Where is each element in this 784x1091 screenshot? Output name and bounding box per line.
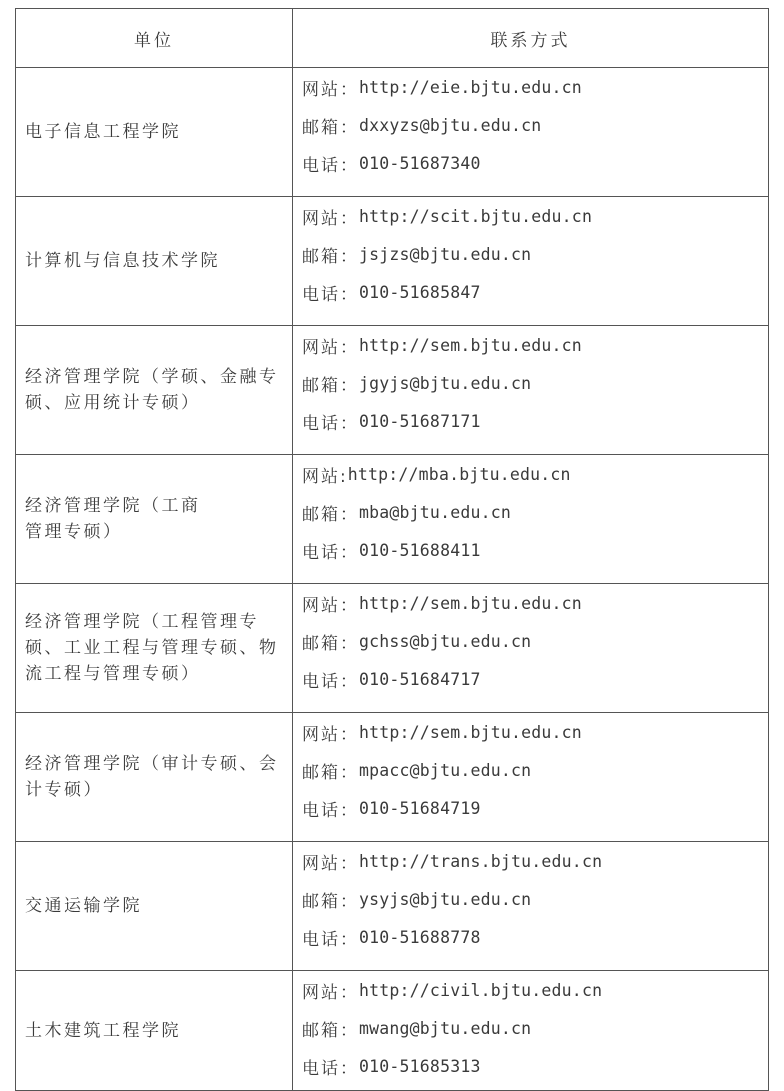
phone-line xyxy=(302,273,760,311)
email-link[interactable]: jgyjs@bjtu.edu.cn xyxy=(359,373,532,393)
phone-line xyxy=(302,789,760,827)
website-line xyxy=(302,713,760,751)
website-label: 网站: xyxy=(302,466,348,487)
unit-name: 经济管理学院（审计专硕、会 计专硕） xyxy=(25,754,279,800)
unit-name: 计算机与信息技术学院 xyxy=(25,251,220,271)
email-label: 邮箱： xyxy=(302,246,359,267)
website-line xyxy=(302,842,760,880)
website-line xyxy=(302,326,760,364)
unit-cell xyxy=(16,971,293,1091)
email-line xyxy=(302,364,760,402)
contact-cell xyxy=(293,842,769,971)
website-link[interactable]: http://sem.bjtu.edu.cn xyxy=(359,335,582,355)
phone-number: 010-51684717 xyxy=(359,669,481,689)
website-label: 网站： xyxy=(302,208,359,229)
phone-line xyxy=(302,918,760,956)
website-link[interactable]: http://civil.bjtu.edu.cn xyxy=(359,980,603,1000)
unit-name: 经济管理学院（工商 管理专硕） xyxy=(25,496,201,542)
table-row xyxy=(16,197,769,326)
email-line xyxy=(302,1009,760,1047)
website-line xyxy=(302,971,760,1009)
table-row xyxy=(16,68,769,197)
phone-label: 电话： xyxy=(302,413,359,434)
unit-name: 经济管理学院（工程管理专 硕、工业工程与管理专硕、物 流工程与管理专硕） xyxy=(25,612,279,684)
unit-name: 土木建筑工程学院 xyxy=(25,1020,181,1041)
unit-cell xyxy=(16,455,293,584)
email-link[interactable]: dxxyzs@bjtu.edu.cn xyxy=(359,115,542,135)
email-label: 邮箱： xyxy=(302,504,359,525)
email-link[interactable]: mba@bjtu.edu.cn xyxy=(359,502,512,522)
email-line xyxy=(302,880,760,918)
header-unit: 单位 xyxy=(16,9,293,68)
website-link[interactable]: http://eie.bjtu.edu.cn xyxy=(359,77,582,97)
website-line xyxy=(302,584,760,622)
phone-label: 电话： xyxy=(302,800,359,821)
contact-cell xyxy=(293,326,769,455)
website-label: 网站： xyxy=(302,982,359,1003)
phone-label: 电话： xyxy=(302,155,359,176)
contact-cell xyxy=(293,584,769,713)
email-link[interactable]: gchss@bjtu.edu.cn xyxy=(359,631,532,651)
email-label: 邮箱： xyxy=(302,1020,359,1041)
phone-line xyxy=(302,531,760,569)
unit-cell xyxy=(16,842,293,971)
email-line xyxy=(302,751,760,789)
website-line xyxy=(302,68,760,106)
email-label: 邮箱： xyxy=(302,375,359,396)
email-line xyxy=(302,106,760,144)
email-label: 邮箱： xyxy=(302,117,359,138)
phone-label: 电话： xyxy=(302,542,359,563)
table-row xyxy=(16,326,769,455)
table-row xyxy=(16,584,769,713)
contact-cell xyxy=(293,713,769,842)
website-label: 网站： xyxy=(302,337,359,358)
website-link[interactable]: http://sem.bjtu.edu.cn xyxy=(359,722,582,742)
unit-name: 交通运输学院 xyxy=(25,896,142,916)
phone-number: 010-51685847 xyxy=(359,282,481,302)
email-link[interactable]: jsjzs@bjtu.edu.cn xyxy=(359,244,532,264)
email-label: 邮箱： xyxy=(302,762,359,783)
phone-number: 010-51684719 xyxy=(359,798,481,818)
unit-cell xyxy=(16,713,293,842)
website-label: 网站： xyxy=(302,79,359,100)
table-row xyxy=(16,713,769,842)
contact-cell xyxy=(293,197,769,326)
website-link[interactable]: http://scit.bjtu.edu.cn xyxy=(359,206,593,226)
phone-label: 电话： xyxy=(302,1058,359,1079)
table-row xyxy=(16,455,769,584)
phone-number: 010-51685313 xyxy=(359,1056,481,1076)
contact-cell xyxy=(293,455,769,584)
table-header-row xyxy=(16,9,769,68)
phone-number: 010-51687340 xyxy=(359,153,481,173)
email-label: 邮箱： xyxy=(302,633,359,654)
email-link[interactable]: mpacc@bjtu.edu.cn xyxy=(359,760,532,780)
phone-number: 010-51688411 xyxy=(359,540,481,560)
phone-line xyxy=(302,144,760,182)
website-link[interactable]: http://mba.bjtu.edu.cn xyxy=(347,464,571,484)
email-line xyxy=(302,235,760,273)
unit-cell xyxy=(16,197,293,326)
phone-line xyxy=(302,402,760,440)
phone-line xyxy=(302,1047,760,1085)
email-link[interactable]: mwang@bjtu.edu.cn xyxy=(359,1018,532,1038)
website-label: 网站： xyxy=(302,595,359,616)
header-contact: 联系方式 xyxy=(293,9,769,68)
contact-cell xyxy=(293,68,769,197)
unit-cell xyxy=(16,326,293,455)
email-line xyxy=(302,493,760,531)
contact-table xyxy=(15,8,769,1091)
phone-number: 010-51687171 xyxy=(359,411,481,431)
phone-label: 电话： xyxy=(302,671,359,692)
website-line xyxy=(302,197,760,235)
table-row xyxy=(16,842,769,971)
unit-name: 电子信息工程学院 xyxy=(25,122,181,142)
phone-line xyxy=(302,660,760,698)
email-link[interactable]: ysyjs@bjtu.edu.cn xyxy=(359,889,532,909)
website-label: 网站： xyxy=(302,853,359,874)
website-link[interactable]: http://trans.bjtu.edu.cn xyxy=(359,851,603,871)
unit-cell xyxy=(16,584,293,713)
unit-cell xyxy=(16,68,293,197)
phone-label: 电话： xyxy=(302,929,359,950)
unit-name: 经济管理学院（学硕、金融专 硕、应用统计专硕） xyxy=(25,367,279,413)
website-label: 网站： xyxy=(302,724,359,745)
email-label: 邮箱： xyxy=(302,891,359,912)
phone-label: 电话： xyxy=(302,284,359,305)
email-line xyxy=(302,622,760,660)
phone-number: 010-51688778 xyxy=(359,927,481,947)
table-row xyxy=(16,971,769,1091)
contact-cell xyxy=(293,971,769,1091)
website-line xyxy=(302,455,760,493)
website-link[interactable]: http://sem.bjtu.edu.cn xyxy=(359,593,582,613)
